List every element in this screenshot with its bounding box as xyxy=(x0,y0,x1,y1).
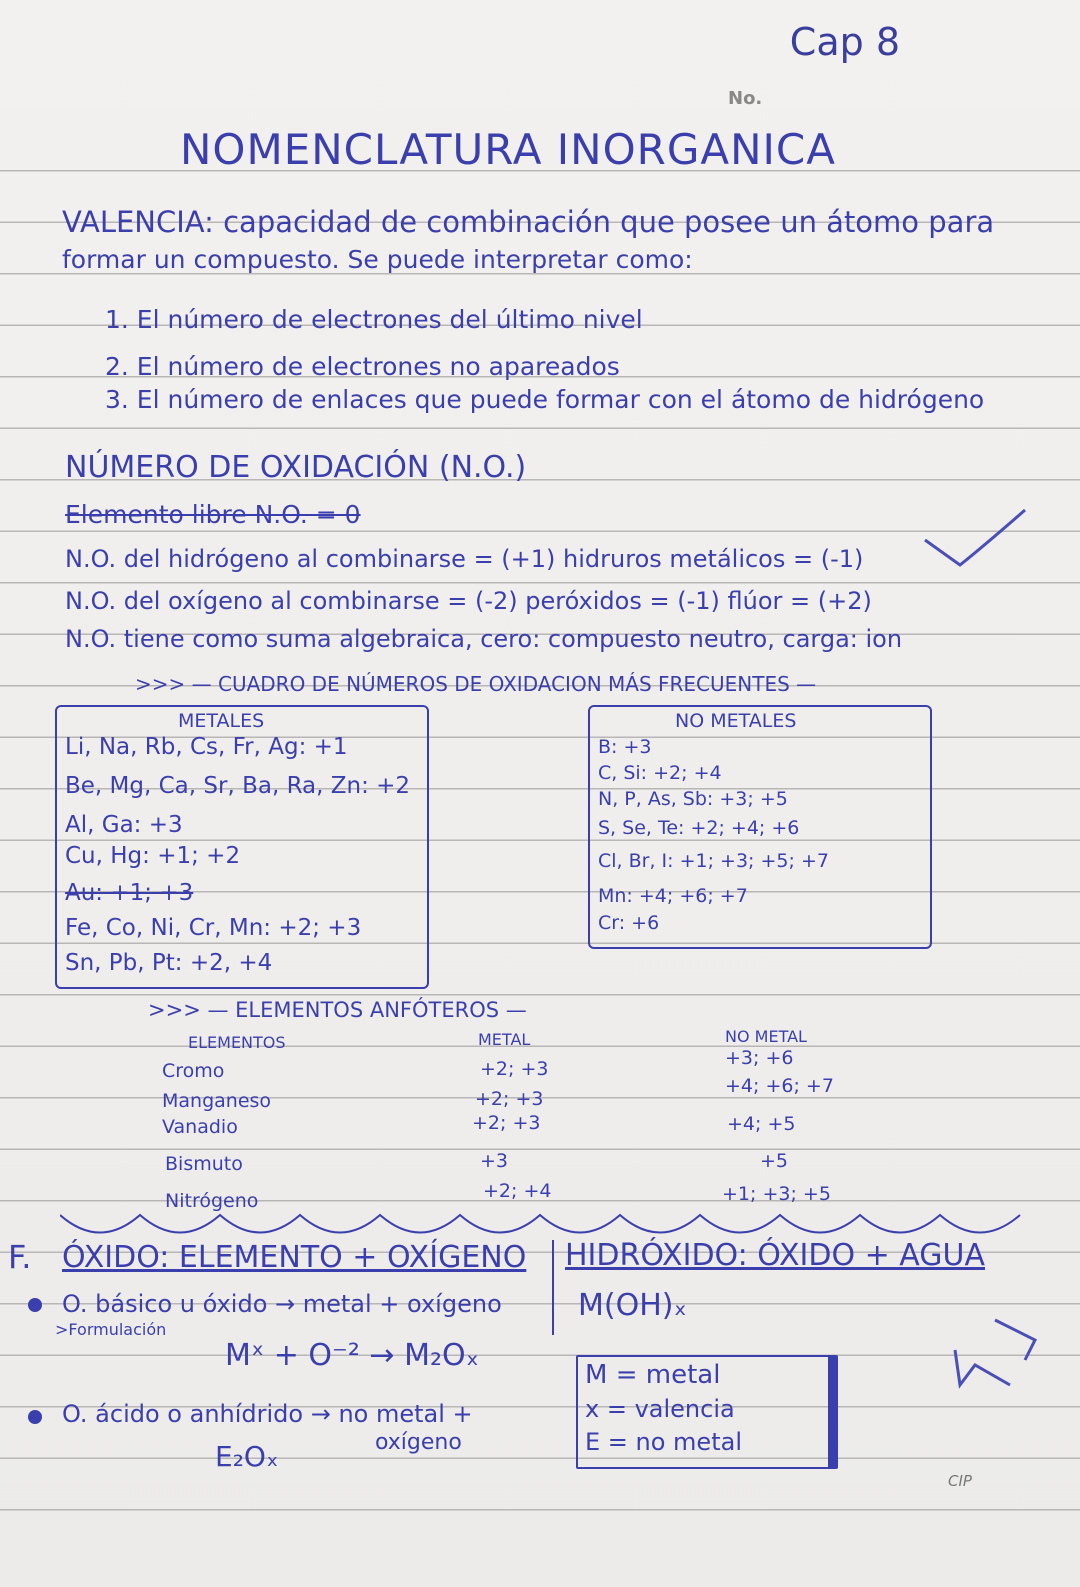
anfoteros-col-header: METAL xyxy=(478,1030,531,1049)
page-number-label: No. xyxy=(728,88,763,109)
oxidacion-line: N.O. del oxígeno al combinarse = (-2) peróxidos = (-1) flúor = (+2) xyxy=(65,587,872,615)
metales-row: Au: +1; +3 xyxy=(65,880,194,906)
oxidacion-line: Elemento libre N.O. = 0 xyxy=(65,500,361,529)
anfoteros-no-metal: +5 xyxy=(760,1150,789,1172)
metales-row: Sn, Pb, Pt: +2, +4 xyxy=(65,950,273,976)
no-metales-row: Cl, Br, I: +1; +3; +5; +7 xyxy=(598,850,829,872)
anfoteros-element: Bismuto xyxy=(165,1153,243,1175)
metales-row: Li, Na, Rb, Cs, Fr, Ag: +1 xyxy=(65,734,348,760)
oxido-acido-formula: E₂Oₓ xyxy=(215,1440,279,1473)
formulacion-label: >Formulación xyxy=(55,1320,167,1339)
metales-row: Be, Mg, Ca, Sr, Ba, Ra, Zn: +2 xyxy=(65,773,411,799)
legend-item: E = no metal xyxy=(585,1428,742,1456)
legend-item: M = metal xyxy=(585,1360,721,1390)
anfoteros-no-metal: +4; +6; +7 xyxy=(725,1075,834,1097)
section-marker: F. xyxy=(8,1238,32,1276)
anfoteros-metal: +3 xyxy=(480,1150,509,1172)
column-divider xyxy=(552,1240,554,1335)
oxidacion-line: N.O. del hidrógeno al combinarse = (+1) hidruros metálicos = (-1) xyxy=(65,545,864,573)
anfoteros-element: Cromo xyxy=(162,1060,225,1082)
oxido-basico: O. básico u óxido → metal + oxígeno xyxy=(62,1290,502,1318)
valencia-item: 3. El número de enlaces que puede formar con el átomo de hidrógeno xyxy=(105,385,985,414)
oxido-acido-cont: oxígeno xyxy=(375,1430,462,1455)
hidroxido-heading: HIDRÓXIDO: ÓXIDO + AGUA xyxy=(565,1238,986,1273)
valencia-line-1: VALENCIA: capacidad de combinación que posee un átomo para xyxy=(62,205,995,239)
no-metales-row: Cr: +6 xyxy=(598,912,660,934)
anfoteros-col-header: NO METAL xyxy=(725,1027,807,1046)
metales-title: METALES xyxy=(178,710,265,732)
anfoteros-heading: >>> — ELEMENTOS ANFÓTEROS — xyxy=(148,998,527,1022)
no-metales-row: C, Si: +2; +4 xyxy=(598,762,722,784)
anfoteros-no-metal: +3; +6 xyxy=(725,1047,794,1069)
cuadro-heading: >>> — CUADRO DE NÚMEROS DE OXIDACION MÁS FRECUENTES — xyxy=(135,672,817,696)
anfoteros-element: Vanadio xyxy=(162,1116,238,1138)
oxidacion-heading: NÚMERO DE OXIDACIÓN (N.O.) xyxy=(65,450,527,485)
arrow-doodle-icon xyxy=(950,1310,1040,1400)
metales-row: Cu, Hg: +1; +2 xyxy=(65,843,241,869)
oxido-heading: ÓXIDO: ELEMENTO + OXÍGENO xyxy=(62,1240,527,1275)
anfoteros-no-metal: +1; +3; +5 xyxy=(722,1183,831,1205)
oxidacion-line: N.O. tiene como suma algebraica, cero: compuesto neutro, carga: ion xyxy=(65,625,903,653)
bullet-icon xyxy=(28,1410,42,1424)
anfoteros-metal: +2; +3 xyxy=(480,1058,549,1080)
valencia-line-2: formar un compuesto. Se puede interpretar como: xyxy=(62,245,693,274)
anfoteros-col-header: ELEMENTOS xyxy=(188,1033,286,1052)
oxido-acido: O. ácido o anhídrido → no metal + xyxy=(62,1400,473,1428)
page-title: NOMENCLATURA INORGANICA xyxy=(180,125,836,174)
no-metales-title: NO METALES xyxy=(675,710,797,732)
hidroxido-formula: M(OH)ₓ xyxy=(578,1288,687,1323)
chapter-label: Cap 8 xyxy=(789,20,900,64)
bullet-icon xyxy=(28,1298,42,1312)
no-metales-row: B: +3 xyxy=(598,736,652,758)
anfoteros-element: Manganeso xyxy=(162,1090,272,1112)
anfoteros-metal: +2; +3 xyxy=(475,1088,544,1110)
check-mark-icon xyxy=(915,505,1035,585)
paper-brand: CIP xyxy=(948,1472,972,1490)
legend-item: x = valencia xyxy=(585,1395,735,1423)
no-metales-row: S, Se, Te: +2; +4; +6 xyxy=(598,817,800,839)
metales-row: Al, Ga: +3 xyxy=(65,812,183,838)
anfoteros-element: Nitrógeno xyxy=(165,1190,259,1212)
no-metales-row: N, P, As, Sb: +3; +5 xyxy=(598,788,788,810)
valencia-item: 2. El número de electrones no apareados xyxy=(105,352,620,381)
anfoteros-no-metal: +4; +5 xyxy=(727,1113,796,1135)
metales-row: Fe, Co, Ni, Cr, Mn: +2; +3 xyxy=(65,915,362,941)
no-metales-row: Mn: +4; +6; +7 xyxy=(598,885,748,907)
oxido-basico-formula: Mˣ + O⁻² → M₂Oₓ xyxy=(225,1338,479,1373)
anfoteros-metal: +2; +4 xyxy=(483,1180,552,1202)
anfoteros-metal: +2; +3 xyxy=(472,1112,541,1134)
valencia-item: 1. El número de electrones del último nivel xyxy=(105,305,643,334)
